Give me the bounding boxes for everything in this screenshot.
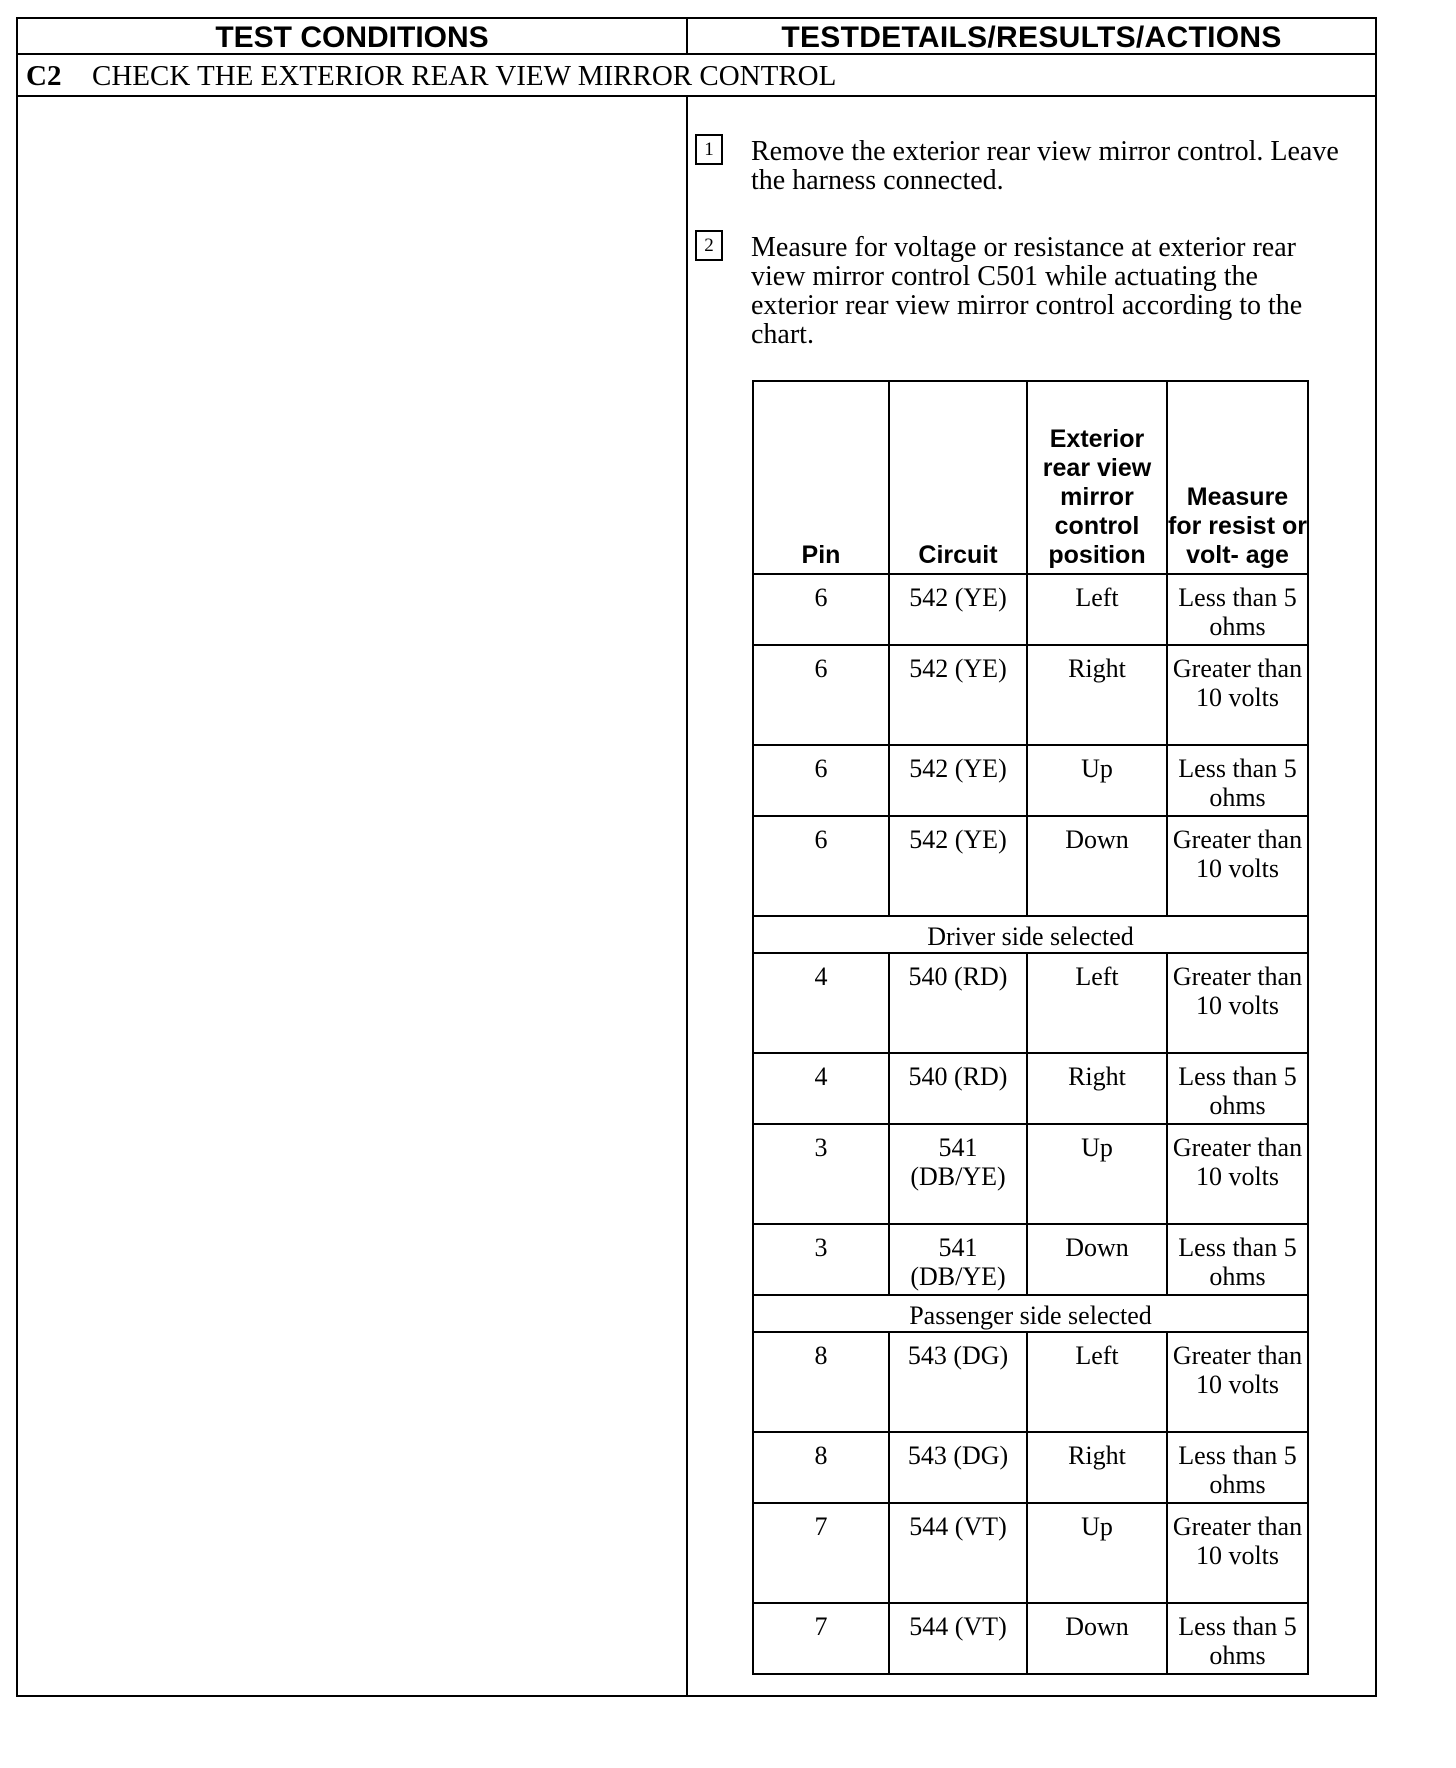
cell-position: Up — [1027, 1124, 1167, 1224]
cell-circuit: 543 (DG) — [889, 1432, 1027, 1503]
table-row — [753, 645, 1308, 745]
cell-circuit: 542 (YE) — [889, 645, 1027, 745]
cell-position: Left — [1027, 574, 1167, 645]
table-row — [753, 574, 1308, 645]
cell-pin: 8 — [753, 1332, 889, 1432]
step-1-number: 1 — [695, 134, 723, 165]
cell-measure: Greater than 10 volts — [1167, 816, 1308, 916]
cell-pin: 7 — [753, 1503, 889, 1603]
group-row-driver — [753, 916, 1308, 953]
cell-circuit: 543 (DG) — [889, 1332, 1027, 1432]
section-row — [18, 55, 1375, 97]
cell-position: Right — [1027, 1053, 1167, 1124]
table-row — [753, 1603, 1308, 1674]
table-row — [753, 953, 1308, 1053]
cell-circuit: 544 (VT) — [889, 1603, 1027, 1674]
cell-circuit: 540 (RD) — [889, 953, 1027, 1053]
header-test-details: TESTDETAILS/RESULTS/ACTIONS — [688, 19, 1375, 55]
cell-circuit: 541 (DB/YE) — [889, 1224, 1027, 1295]
column-header-measure: Measure for resist or volt- age — [1167, 381, 1308, 574]
cell-position: Right — [1027, 1432, 1167, 1503]
cell-pin: 3 — [753, 1124, 889, 1224]
column-divider — [686, 97, 688, 1697]
cell-measure: Less than 5 ohms — [1167, 1432, 1308, 1503]
measurement-chart — [752, 380, 1309, 1675]
cell-position: Up — [1027, 745, 1167, 816]
table-row — [753, 1124, 1308, 1224]
table-row — [753, 1053, 1308, 1124]
cell-position: Down — [1027, 1603, 1167, 1674]
cell-measure: Greater than 10 volts — [1167, 1124, 1308, 1224]
section-title: CHECK THE EXTERIOR REAR VIEW MIRROR CONTROL — [92, 60, 837, 92]
cell-pin: 4 — [753, 1053, 889, 1124]
cell-position: Left — [1027, 1332, 1167, 1432]
cell-pin: 6 — [753, 745, 889, 816]
table-row — [753, 816, 1308, 916]
cell-pin: 3 — [753, 1224, 889, 1295]
column-header-circuit: Circuit — [889, 381, 1027, 574]
cell-circuit: 541 (DB/YE) — [889, 1124, 1027, 1224]
cell-pin: 6 — [753, 645, 889, 745]
cell-measure: Less than 5 ohms — [1167, 1053, 1308, 1124]
table-row — [753, 745, 1308, 816]
cell-pin: 6 — [753, 816, 889, 916]
cell-pin: 6 — [753, 574, 889, 645]
table-row — [753, 1224, 1308, 1295]
step-2-text: Measure for voltage or resistance at exterior rear view mirror control C501 while actuating the exterior rear view mirror control according to the chart. — [751, 232, 1303, 350]
cell-circuit: 542 (YE) — [889, 574, 1027, 645]
cell-circuit: 542 (YE) — [889, 745, 1027, 816]
cell-circuit: 540 (RD) — [889, 1053, 1027, 1124]
step-1-text: Remove the exterior rear view mirror control. Leave the harness connected. — [751, 136, 1339, 196]
cell-measure: Less than 5 ohms — [1167, 1603, 1308, 1674]
cell-circuit: 544 (VT) — [889, 1503, 1027, 1603]
cell-measure: Greater than 10 volts — [1167, 1332, 1308, 1432]
section-code: C2 — [26, 60, 62, 92]
cell-position: Up — [1027, 1503, 1167, 1603]
table-row — [753, 1432, 1308, 1503]
cell-pin: 8 — [753, 1432, 889, 1503]
cell-measure: Greater than 10 volts — [1167, 953, 1308, 1053]
cell-position: Left — [1027, 953, 1167, 1053]
cell-measure: Greater than 10 volts — [1167, 645, 1308, 745]
table-row — [753, 1503, 1308, 1603]
cell-measure: Less than 5 ohms — [1167, 745, 1308, 816]
cell-position: Right — [1027, 645, 1167, 745]
cell-measure: Greater than 10 volts — [1167, 1503, 1308, 1603]
cell-circuit: 542 (YE) — [889, 816, 1027, 916]
cell-pin: 7 — [753, 1603, 889, 1674]
cell-measure: Less than 5 ohms — [1167, 574, 1308, 645]
column-header-position: Exterior rear view mirror control position — [1027, 381, 1167, 574]
header-test-conditions: TEST CONDITIONS — [18, 19, 688, 55]
group-label-passenger: Passenger side selected — [753, 1295, 1308, 1332]
group-label-driver: Driver side selected — [753, 916, 1308, 953]
test-procedure-frame — [16, 17, 1377, 1697]
table-row — [753, 1332, 1308, 1432]
group-row-passenger — [753, 1295, 1308, 1332]
cell-position: Down — [1027, 816, 1167, 916]
cell-measure: Less than 5 ohms — [1167, 1224, 1308, 1295]
cell-pin: 4 — [753, 953, 889, 1053]
cell-position: Down — [1027, 1224, 1167, 1295]
step-2-number: 2 — [695, 230, 723, 261]
column-header-pin: Pin — [753, 381, 889, 574]
chart-header-row — [753, 381, 1308, 574]
